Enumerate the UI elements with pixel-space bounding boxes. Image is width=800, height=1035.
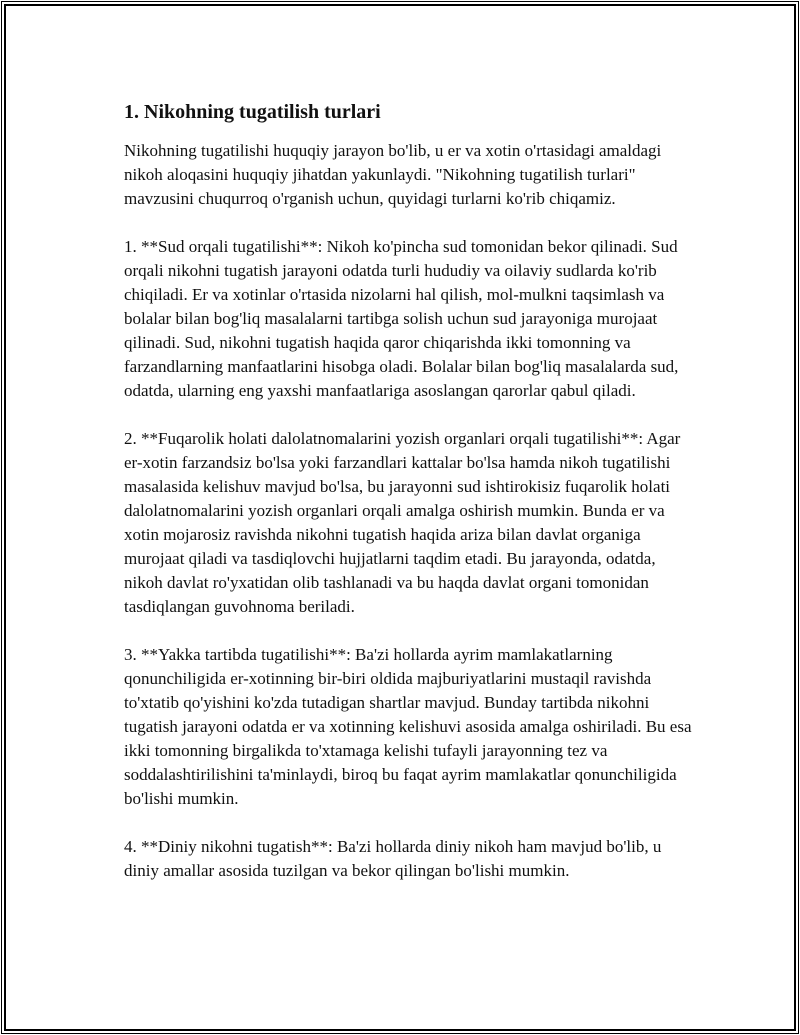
- document-body: [124, 99, 698, 907]
- section-paragraph-4: 4. **Diniy nikohni tugatish**: Ba'zi hollarda diniy nikoh ham mavjud bo'lib, u diniy amallar asosida tuzilgan va bekor qilingan bo'lishi mumkin.: [124, 837, 662, 880]
- section-paragraph-2: 2. **Fuqarolik holati dalolatnomalarini yozish organlari orqali tugatilishi**: Agar er-xotin farzandsiz bo'lsa yoki farzandlari kattalar bo'lsa hamda nikoh tugatilishi masalasida kelishuv mavjud bo'lsa, bu jarayonni sud ishtirokisiz fuqarolik holati dalolatnomalarini yozish organlari orqali amalga oshirish mumkin. Bunda er va xotin mojarosiz ravishda nikohni tugatish haqida ariza bilan davlat organiga murojaat qiladi va tasdiqlovchi hujjatlarni taqdim etadi. Bu jarayonda, odatda, nikoh davlat ro'yxatidan olib tashlanadi va bu haqda davlat organi tomonidan tasdiqlangan guvohnoma beriladi.: [124, 429, 681, 616]
- section-paragraph-1: 1. **Sud orqali tugatilishi**: Nikoh ko'pincha sud tomonidan bekor qilinadi. Sud orqali nikohni tugatish jarayoni odatda turli hududiy va oilaviy sudlarda ko'rib chiqiladi. Er va xotinlar o'rtasida nizolarni hal qilish, mol-mulkni taqsimlash va bolalar bilan bog'liq masalalarni tartibga solish uchun sud jarayoniga murojaat qilinadi. Sud, nikohni tugatish haqida qaror chiqarishda ikki tomonning va farzandlarning manfaatlarini hisobga oladi. Bolalar bilan bog'liq masalalarda sud, odatda, ularning eng yaxshi manfaatlariga asoslangan qarorlar qabul qiladi.: [124, 237, 679, 400]
- section-paragraph-3: 3. **Yakka tartibda tugatilishi**: Ba'zi hollarda ayrim mamlakatlarning qonunchiligida er-xotinning bir-biri oldida majburiyatlarini mustaqil ravishda to'xtatib qo'yishini ko'zda tutadigan shartlar mavjud. Bunday tartibda nikohni tugatish jarayoni odatda er va xotinning kelishuvi asosida amalga oshiriladi. Bu esa ikki tomonning birgalikda to'xtamaga kelishi tufayli jarayonning tez va soddalashtirilishini ta'minlaydi, biroq bu faqat ayrim mamlakatlar qonunchiligida bo'lishi mumkin.: [124, 645, 692, 808]
- intro-paragraph: Nikohning tugatilishi huquqiy jarayon bo'lib, u er va xotin o'rtasidagi amaldagi nikoh aloqasini huquqiy jihatdan yakunlaydi. "Nikohning tugatilish turlari" mavzusini chuqurroq o'rganish uchun, quyidagi turlarni ko'rib chiqamiz.: [124, 141, 662, 208]
- document-title: 1. Nikohning tugatilish turlari: [124, 101, 381, 123]
- page-frame: [4, 4, 796, 1031]
